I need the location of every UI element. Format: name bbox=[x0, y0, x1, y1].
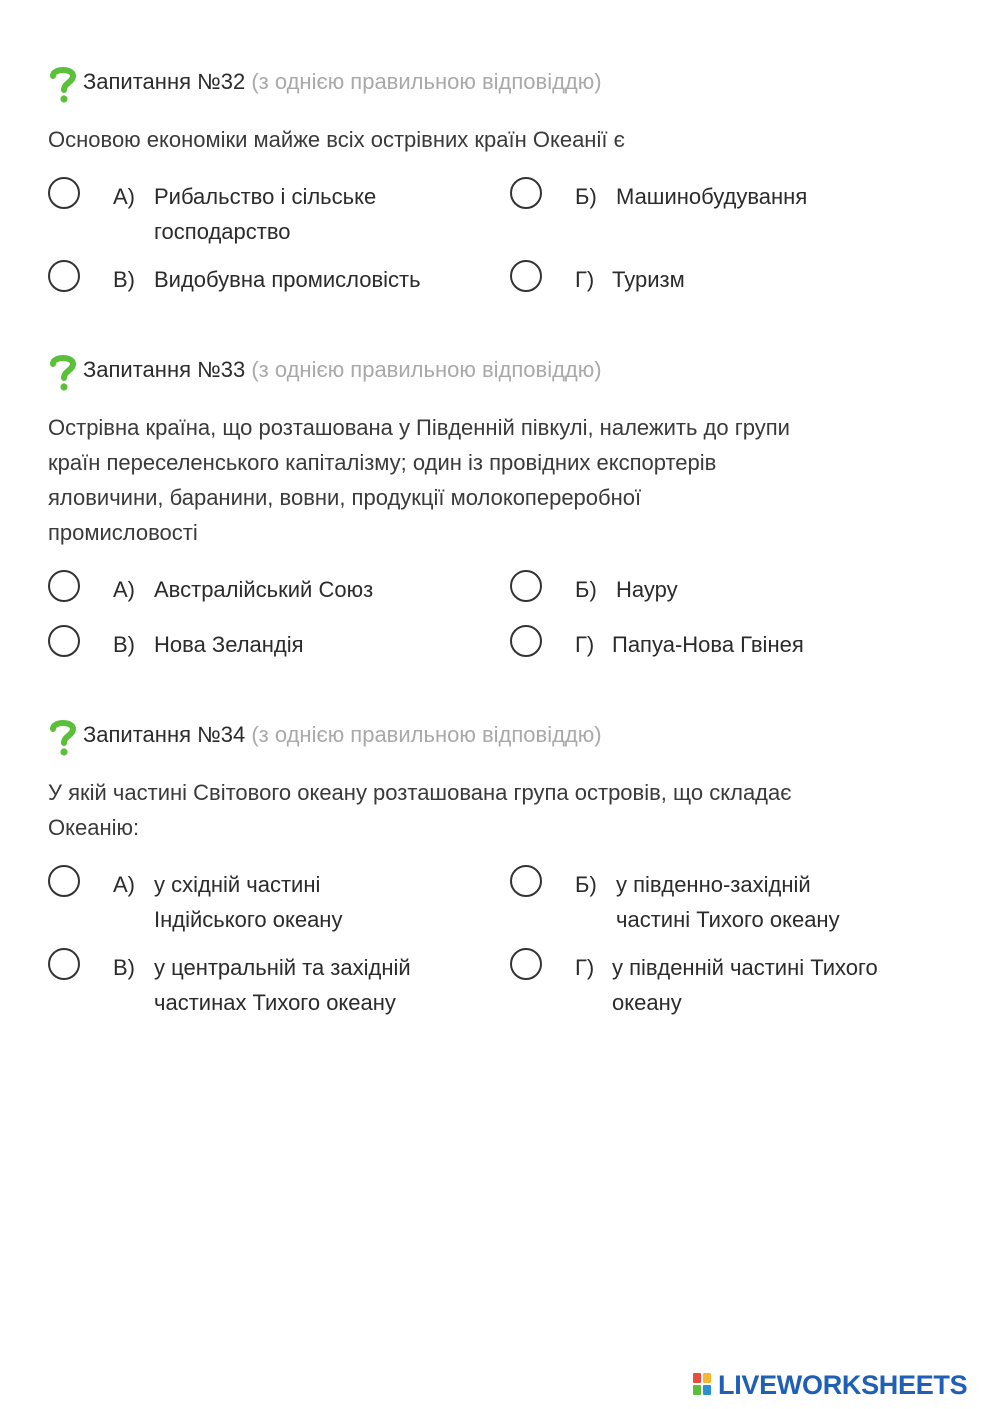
radio-button[interactable] bbox=[48, 948, 80, 980]
option-label-line: у центральній та західній bbox=[154, 955, 411, 980]
question-hint: (з однією правильною відповіддю) bbox=[251, 357, 602, 382]
question-34 bbox=[48, 717, 958, 1027]
option-label bbox=[154, 262, 484, 297]
option-label bbox=[154, 572, 484, 607]
option-label-line: океану bbox=[612, 990, 682, 1015]
radio-button[interactable] bbox=[48, 177, 80, 209]
question-hint: (з однією правильною відповіддю) bbox=[251, 722, 602, 747]
radio-button[interactable] bbox=[48, 865, 80, 897]
question-mark-icon bbox=[48, 64, 78, 104]
option-label-line: господарство bbox=[154, 219, 291, 244]
option-label bbox=[616, 867, 946, 937]
option-label-line: Індійського океану bbox=[154, 907, 343, 932]
radio-button[interactable] bbox=[48, 625, 80, 657]
radio-button[interactable] bbox=[48, 570, 80, 602]
option-label bbox=[616, 179, 946, 214]
option-label bbox=[154, 867, 484, 937]
question-title bbox=[83, 722, 602, 748]
option-label bbox=[154, 950, 484, 1020]
question-text bbox=[48, 775, 948, 845]
question-title bbox=[83, 69, 602, 95]
option-label bbox=[612, 950, 942, 1020]
logo-blocks-icon bbox=[693, 1373, 713, 1397]
question-text-line: яловичини, баранини, вовни, продукції молокопереробної bbox=[48, 485, 642, 510]
question-33 bbox=[48, 352, 958, 672]
option-letter: Г) bbox=[575, 267, 595, 292]
option-letter: В) bbox=[113, 632, 135, 657]
logo-text: LIVEWORKSHEETS bbox=[718, 1370, 968, 1400]
option-letter: А) bbox=[113, 872, 135, 897]
question-title bbox=[83, 357, 602, 383]
radio-button[interactable] bbox=[510, 570, 542, 602]
radio-button[interactable] bbox=[510, 177, 542, 209]
question-text-line: Океанію: bbox=[48, 815, 140, 840]
option-label-line: Туризм bbox=[612, 267, 685, 292]
option-label-line: частині Тихого океану bbox=[616, 907, 840, 932]
option-label-line: у східній частині bbox=[154, 872, 321, 897]
option-label-line: Машинобудування bbox=[616, 184, 808, 209]
option-label-line: Папуа-Нова Гвінея bbox=[612, 632, 804, 657]
option-label-line: Науру bbox=[616, 577, 678, 602]
option-label bbox=[154, 627, 484, 662]
question-text-line: промисловості bbox=[48, 520, 198, 545]
option-label bbox=[616, 572, 946, 607]
option-letter: В) bbox=[113, 267, 135, 292]
option-label-line: у південно-західній bbox=[616, 872, 811, 897]
option-label bbox=[154, 179, 484, 249]
option-letter: Б) bbox=[575, 872, 597, 897]
radio-button[interactable] bbox=[510, 625, 542, 657]
option-letter: А) bbox=[113, 577, 135, 602]
question-mark-icon bbox=[48, 717, 78, 757]
question-number: Запитання №34 bbox=[83, 722, 246, 747]
option-letter: Г) bbox=[575, 632, 595, 657]
option-label-line: частинах Тихого океану bbox=[154, 990, 396, 1015]
radio-button[interactable] bbox=[510, 948, 542, 980]
question-text-line: Острівна країна, що розташована у Південній півкулі, належить до групи bbox=[48, 415, 790, 440]
radio-button[interactable] bbox=[510, 865, 542, 897]
question-number: Запитання №32 bbox=[83, 69, 246, 94]
option-letter: В) bbox=[113, 955, 135, 980]
option-label-line: Рибальство і сільське bbox=[154, 184, 377, 209]
question-text-line: країн переселенського капіталізму; один із провідних експортерів bbox=[48, 450, 717, 475]
option-label bbox=[612, 627, 942, 662]
option-label-line: Нова Зеландія bbox=[154, 632, 304, 657]
question-text-line: У якій частині Світового океану розташована група островів, що складає bbox=[48, 780, 792, 805]
question-hint: (з однією правильною відповіддю) bbox=[251, 69, 602, 94]
option-letter: Б) bbox=[575, 184, 597, 209]
option-label-line: Австралійський Союз bbox=[154, 577, 374, 602]
radio-button[interactable] bbox=[48, 260, 80, 292]
option-letter: Б) bbox=[575, 577, 597, 602]
option-label-line: у південній частині Тихого bbox=[612, 955, 878, 980]
question-text bbox=[48, 410, 948, 550]
question-text bbox=[48, 122, 948, 157]
option-label bbox=[612, 262, 942, 297]
question-32 bbox=[48, 64, 958, 304]
option-label-line: Видобувна промисловість bbox=[154, 267, 421, 292]
option-letter: Г) bbox=[575, 955, 595, 980]
question-mark-icon bbox=[48, 352, 78, 392]
question-number: Запитання №33 bbox=[83, 357, 246, 382]
radio-button[interactable] bbox=[510, 260, 542, 292]
option-letter: А) bbox=[113, 184, 135, 209]
question-text-line: Основою економіки майже всіх острівних країн Океанії є bbox=[48, 127, 625, 152]
